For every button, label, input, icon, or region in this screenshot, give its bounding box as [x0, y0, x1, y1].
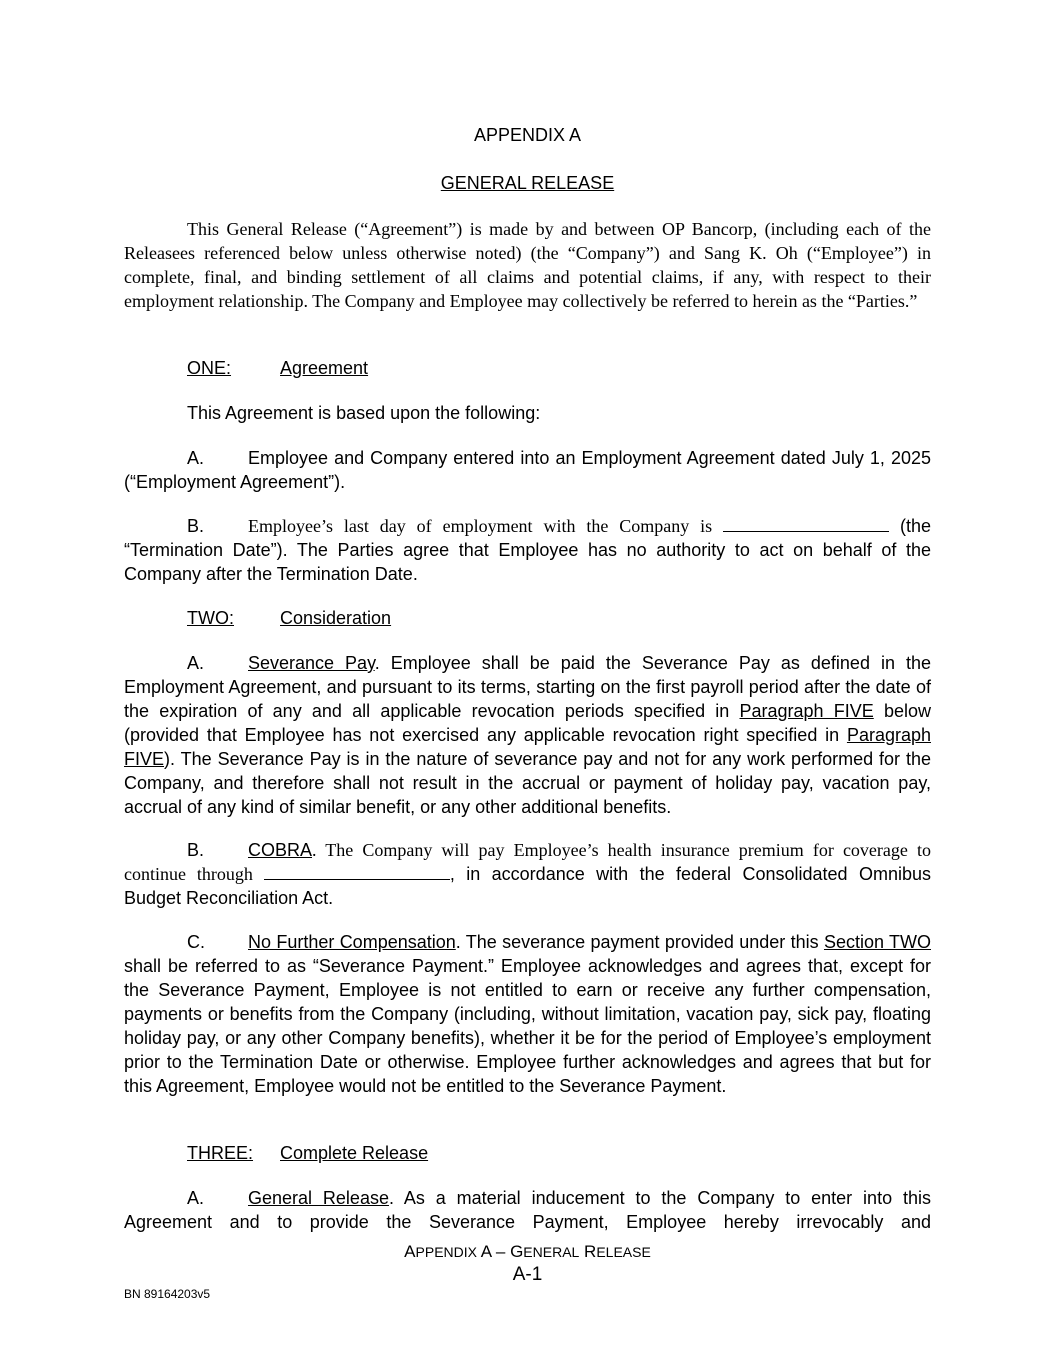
- section-two-label: TWO:: [187, 608, 234, 628]
- cobra-date-blank: [264, 862, 450, 880]
- section-three-label: THREE:: [187, 1143, 254, 1163]
- paragraph-five-reference: Paragraph FIVE: [124, 725, 931, 769]
- item-title: No Further Compensation: [248, 932, 456, 952]
- release-title: GENERAL RELEASE: [440, 173, 615, 193]
- item-letter: C.: [187, 932, 205, 952]
- section-one-title: Agreement: [280, 358, 369, 378]
- item-text-pre: Employee’s last day of employment with the Company is: [248, 516, 713, 536]
- section-two-title: Consideration: [280, 608, 392, 628]
- section-two-item-b: B. COBRA. The Company will pay Employee’s health insurance premium for coverage to continue through , in accordance with the federal Consolidated Omnibus Budget Reconciliation Act.: [124, 840, 931, 908]
- section-one-lead: This Agreement is based upon the following:: [187, 403, 541, 423]
- termination-date-blank: [723, 514, 889, 532]
- document-id: BN 89164203v5: [124, 1287, 211, 1301]
- section-one-item-b: [124, 514, 931, 586]
- footer-title: APPENDIX A – GENERAL RELEASE: [404, 1242, 651, 1261]
- item-title: COBRA: [248, 840, 313, 860]
- page-number: A-1: [512, 1264, 543, 1285]
- section-two-item-a: A. Severance Pay. Employee shall be paid the Severance Pay as defined in the Employment Agreement, and pursuant to its terms, starting on the first payroll period after the date of the expiration of any and all applicable revocation periods specified in Paragraph FIVE below (provided that Employee has not exercised any applicable revocation right specified in Paragraph FIVE). The Severance Pay is in the nature of severance pay and not for any work performed for the Company, and therefore shall not result in the accrual or payment of holiday pay, vacation pay, accrual of any kind of similar benefit, or any other additional benefits.: [124, 653, 931, 817]
- item-title: Severance Pay: [248, 653, 375, 673]
- appendix-title: APPENDIX A: [473, 125, 582, 145]
- section-one-item-a: [124, 446, 931, 494]
- paragraph-five-reference: Paragraph FIVE: [739, 701, 874, 721]
- item-letter: A.: [187, 448, 205, 468]
- item-letter: B.: [187, 516, 205, 536]
- section-three-title: Complete Release: [280, 1143, 429, 1163]
- item-text: Employee and Company entered into an Employment Agreement dated July 1, 2025 (“Employment Agreement”).: [124, 448, 931, 492]
- item-title: General Release: [248, 1188, 389, 1208]
- section-two-item-c: C. No Further Compensation. The severance payment provided under this Section TWO shall be referred to as “Severance Payment.” Employee acknowledges and agrees that, except for the Severance Payment, Employee is not entitled to earn or receive any further compensation, payments or benefits from the Company (including, without limitation, vacation pay, sick pay, floating holiday pay, or any other Company benefits), whether it be for the period of Employee’s employment prior to the Termination Date or otherwise. Employee further acknowledges and agrees that but for this Agreement, Employee would not be entitled to the Severance Payment.: [124, 932, 931, 1096]
- item-text-post: (the “Termination Date”). The Parties agree that Employee has no authority to act on behalf of the Company after the Termination Date.: [124, 516, 932, 584]
- section-three-heading: [187, 1141, 428, 1165]
- section-three-item-a: A. General Release. As a material inducement to the Company to enter into this Agreement and to provide the Severance Payment, Employee hereby irrevocably and: [124, 1188, 931, 1232]
- item-letter: B.: [187, 840, 205, 860]
- section-two-reference: Section TWO: [823, 932, 931, 952]
- item-letter: A.: [187, 1188, 205, 1208]
- section-one-label: ONE:: [187, 358, 232, 378]
- section-two-heading: [187, 606, 391, 630]
- intro-paragraph: This General Release (“Agreement”) is made by and between OP Bancorp, (including each of the Releasees referenced below unless otherwise noted) (the “Company”) and Sang K. Oh (“Employee”) in complete, final, and binding settlement of all claims and potential claims, if any, with respect to their employment relationship. The Company and Employee may collectively be referred to herein as the “Parties.”: [124, 219, 931, 311]
- section-one-heading: [187, 356, 368, 380]
- item-letter: A.: [187, 653, 205, 673]
